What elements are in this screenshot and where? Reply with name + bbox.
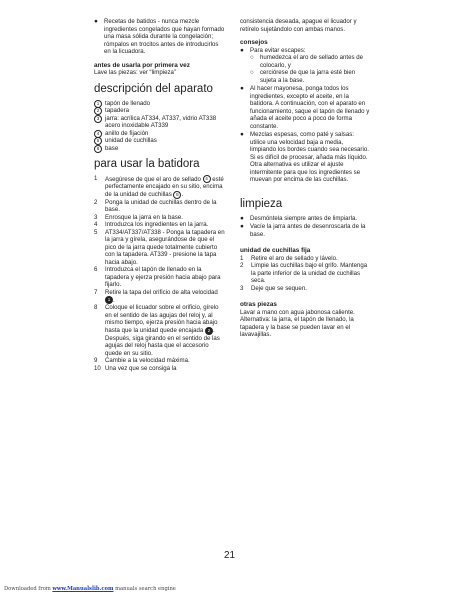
bullet-icon: ● — [240, 223, 244, 230]
step-text-part: Asegúrese de que el aro de sellado — [105, 175, 203, 183]
circled-number-icon: 2 — [94, 107, 102, 115]
cleaning-heading: limpieza — [240, 197, 283, 210]
blade-unit-steps — [240, 255, 370, 293]
circled-number-icon: 5 — [94, 137, 102, 145]
step-number: 10 — [94, 364, 101, 372]
step-number: 2 — [240, 262, 244, 269]
part-number — [94, 145, 102, 153]
step-text-part: Introduzca los ingredientes en la jarra. — [105, 221, 209, 229]
usage-step — [94, 175, 226, 199]
usage-step — [94, 266, 226, 289]
step-text — [105, 289, 218, 304]
step-number: 3 — [240, 284, 244, 292]
part-item — [94, 145, 226, 153]
tips-list — [240, 47, 370, 184]
tip-text: Mezclas espesas, como paté y salsas: utilice una velocidad baja a media, limpiando los bordes cuando sea necesario. Si es difícil de procesar, añada más líquido. Otra alternativa es utilizar el ajuste intermitente para que los ingredientes se muevan por encima de las cuchillas. — [250, 131, 369, 183]
circled-number-icon: 4 — [203, 175, 211, 183]
step-text — [105, 221, 208, 228]
intro-bullet-item — [94, 18, 226, 56]
step-number: 4 — [94, 221, 98, 229]
step-text-part: Ponga la unidad de cuchillas dentro de la base. — [105, 198, 217, 214]
step-text — [105, 266, 221, 288]
step-text — [105, 214, 183, 221]
right-column — [240, 18, 370, 339]
tips-heading: consejos — [240, 39, 268, 46]
manualslib-link[interactable]: www.Manualslib.com — [52, 586, 114, 592]
circle-bullet-icon: ○ — [250, 54, 254, 61]
before-use-heading: antes de usarla por primera vez — [94, 61, 190, 69]
usage-step — [94, 304, 226, 357]
step-number: 5 — [94, 228, 98, 236]
part-label: base — [105, 144, 119, 152]
step-text — [105, 229, 225, 266]
step-number: 6 — [94, 266, 98, 274]
part-item — [94, 115, 226, 130]
continuation-text: consistencia deseada, apague el licuador y retírelo sujetándolo con ambas manos. — [240, 18, 357, 33]
part-label: jarra: acrílica AT334, AT337, vidrio AT338 acero inoxidable AT339 — [105, 114, 217, 129]
usage-step — [94, 214, 226, 222]
circled-number-icon: 5 — [173, 191, 181, 199]
before-use-text: Lave las piezas: ver “limpieza” — [94, 69, 176, 76]
bullet-icon: ● — [240, 46, 244, 54]
intro-bullet-text: Recetas de batidos - nunca mezcle ingredientes congelados que hayan formado una masa sólida durante la congelación; rómpalos en trocitos antes de introducirlos en la licuadora. — [104, 18, 225, 55]
cleaning-bullet-list — [240, 215, 370, 239]
bullet-icon: ● — [94, 18, 98, 25]
blade-unit-heading: unidad de cuchillas fija — [240, 247, 311, 254]
footer-suffix: manuals search engine — [113, 586, 176, 592]
part-item — [94, 100, 226, 108]
usage-step — [94, 229, 226, 267]
part-label: anillo de fijación — [105, 129, 149, 137]
tip-sub-item — [250, 54, 370, 69]
step-text-part: Introduzca el tapón de llenado en la tapadera y ejerza presión hacia abajo para fijarlo. — [105, 266, 221, 289]
step-text-part: Cambie a la velocidad máxima. — [105, 357, 190, 365]
step-number: 9 — [94, 357, 98, 365]
step-text-part: . — [113, 296, 115, 304]
step-text-part: AT334/AT337/AT338 - Ponga la tapadera en la jarra y gírela, asegurándose de que el pico de la jarra quede totalmente cubierto con la tapadera. AT339 - presione la tapa hacia abajo. — [105, 228, 225, 266]
blade-step — [240, 285, 370, 293]
circled-number-icon: 6 — [94, 145, 102, 153]
download-footer — [4, 586, 176, 592]
part-item — [94, 137, 226, 145]
usage-step — [94, 365, 226, 373]
circled-number-icon: 2 — [205, 327, 213, 335]
usage-step — [94, 357, 226, 365]
step-text-part: . — [181, 191, 184, 199]
step-text-part: esté perfectamente encajado en su sitio, encima de la unidad de cuchillas — [105, 175, 224, 199]
usage-step — [94, 289, 226, 305]
tip-sub-text: cerciórese de que la jarra esté bien sujeta a la base. — [260, 69, 356, 84]
part-number — [94, 115, 102, 123]
part-label: unidad de cuchillas — [105, 137, 157, 144]
part-item — [94, 130, 226, 138]
blade-step — [240, 255, 370, 263]
part-item — [94, 107, 226, 115]
tip-sub-item — [250, 69, 370, 84]
tip-text: Al hacer mayonesa, ponga todos los ingredientes, excepto el aceite, en la batidora. A continuación, con el aparato en funcionamiento, saque el tapón de llenado y añada el aceite poco a poco de forma constante. — [250, 85, 370, 130]
tip-text: Para evitar escapes: — [250, 46, 306, 54]
step-number: 8 — [94, 304, 98, 312]
part-label: tapadera — [105, 107, 130, 114]
usage-heading: para usar la batidora — [94, 158, 200, 170]
other-parts-text: Lavar a mano con agua jabonosa caliente. Alternativa: la jarra, el tapón de llenado, la tapadera y la base se pueden lavar en el lavavajillas. — [240, 308, 355, 338]
intro-bullet-list — [94, 18, 226, 56]
step-number: 3 — [94, 213, 98, 221]
step-number: 1 — [240, 254, 244, 262]
step-number: 7 — [94, 288, 98, 296]
bullet-icon: ● — [240, 85, 244, 92]
step-number: 1 — [94, 175, 98, 182]
tip-item — [240, 131, 370, 184]
usage-steps-list — [94, 175, 226, 372]
step-text-part: Coloque el licuador sobre el orificio, gírelo en el sentido de las agujas del reloj y, al mismo tiempo, ejerza presión hacia abajo hasta que la unidad quede encajada — [105, 304, 219, 335]
circled-number-icon: 1 — [94, 100, 102, 108]
footer-prefix: Downloaded from — [4, 586, 53, 592]
bullet-icon: ● — [240, 131, 244, 138]
tip-sub-text: humedezca el aro de sellado antes de colocarlo, y — [260, 54, 363, 69]
step-text: Limpie las cuchillas bajo el grifo. Mantenga la parte inferior de la unidad de cuchillas seca. — [251, 262, 368, 284]
bullet-icon: ● — [240, 214, 244, 222]
step-number: 2 — [94, 198, 98, 206]
step-text: Deje que se sequen. — [251, 284, 307, 292]
usage-step — [94, 199, 226, 214]
step-text — [105, 357, 190, 364]
step-text-part: Enrosque la jarra en la base. — [105, 213, 183, 221]
step-text-part: Retire la tapa del orificio de alta velocidad — [105, 288, 218, 296]
circled-number-icon: 1 — [105, 296, 113, 304]
step-text — [105, 365, 176, 372]
page-number: 21 — [224, 550, 236, 561]
circle-bullet-icon: ○ — [250, 69, 254, 76]
step-text — [105, 176, 224, 199]
step-text-part: Una vez que se consiga la — [105, 364, 177, 372]
tip-item — [240, 47, 370, 85]
cleaning-bullet-item — [240, 215, 370, 223]
parts-list — [94, 100, 226, 153]
step-text: Retire el aro de sellado y lávelo. — [251, 254, 338, 262]
cleaning-bullet-text: Vacíe la jarra antes de desenroscarla de la base. — [250, 223, 366, 238]
left-column — [94, 18, 226, 372]
cleaning-bullet-item — [240, 223, 370, 238]
blade-step — [240, 262, 370, 285]
tip-item — [240, 85, 370, 130]
cleaning-bullet-text: Desmóntela siempre antes de limpiarla. — [250, 214, 358, 222]
step-text-part: . Después, siga girando en el sentido de las agujas del reloj hasta que el accesorio quede en su sitio. — [105, 327, 220, 357]
circled-number-icon: 3 — [94, 115, 102, 123]
step-text — [105, 199, 216, 214]
circled-number-icon: 4 — [94, 130, 102, 138]
other-parts-heading: otras piezas — [240, 301, 277, 308]
part-label: tapón de llenado — [105, 99, 151, 107]
usage-step — [94, 221, 226, 229]
description-heading: descripción del aparato — [94, 82, 213, 95]
step-text — [105, 304, 220, 357]
